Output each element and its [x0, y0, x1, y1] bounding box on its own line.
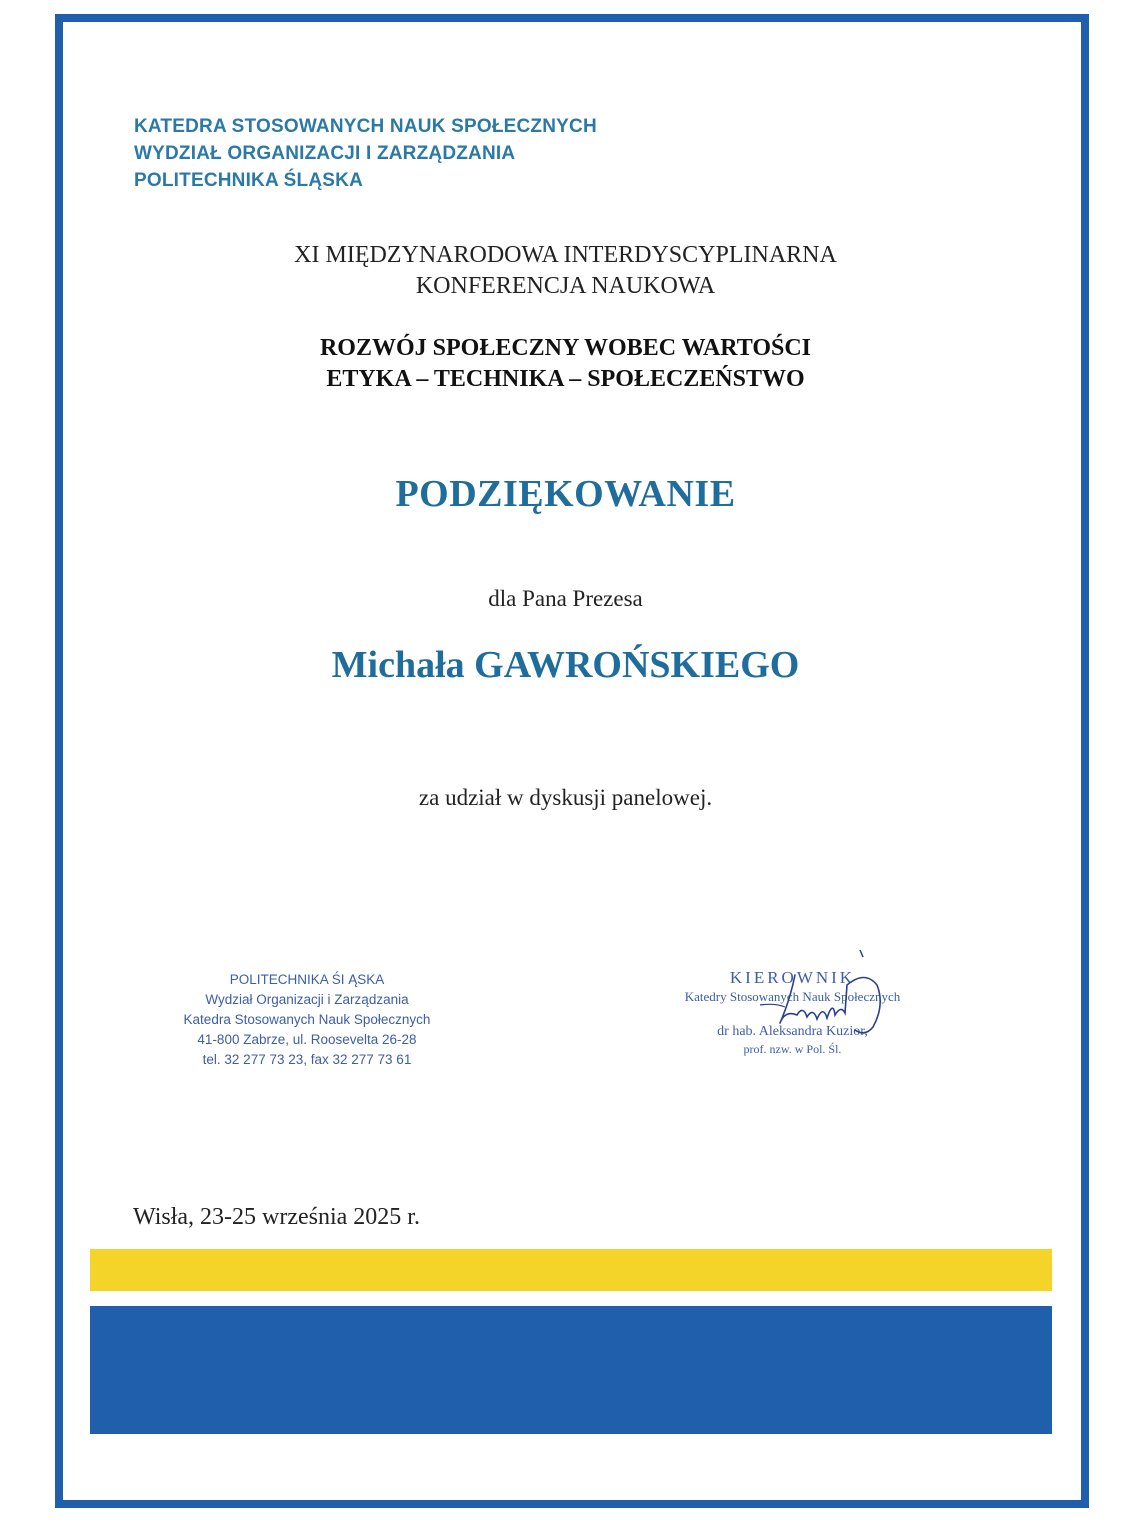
theme-line-2: ETYKA – TECHNIKA – SPOŁECZEŃSTWO	[326, 366, 805, 392]
stamp-line-5: tel. 32 277 73 23, fax 32 277 73 61	[202, 1052, 412, 1067]
stamp-line-3: Katedra Stosowanych Nauk Społecznych	[183, 1012, 431, 1027]
place-and-date: Wisła, 23-25 września 2025 r.	[133, 1204, 420, 1230]
conference-line-2: KONFERENCJA NAUKOWA	[415, 273, 716, 299]
theme-line-1: ROZWÓJ SPOŁECZNY WOBEC WARTOŚCI	[319, 335, 812, 361]
conference-line-1: XI MIĘDZYNARODOWA INTERDYSCYPLINARNA	[294, 242, 837, 268]
acknowledgement-reason: za udział w dyskusji panelowej.	[418, 785, 713, 810]
document-title: PODZIĘKOWANIE	[395, 473, 736, 515]
handwritten-signature	[755, 945, 895, 1040]
header-line-faculty: WYDZIAŁ ORGANIZACJI I ZARZĄDZANIA	[134, 143, 516, 164]
stamp-line-1: POLITECHNIKA ŚI ĄSKA	[229, 972, 385, 987]
decorative-yellow-bar	[90, 1249, 1052, 1291]
stamp-line-4: 41-800 Zabrze, ul. Roosevelta 26-28	[197, 1032, 417, 1047]
header-line-university: POLITECHNIKA ŚLĄSKA	[134, 170, 363, 191]
conference-name	[0, 240, 1131, 302]
header-line-department: KATEDRA STOSOWANYCH NAUK SPOŁECZNYCH	[134, 116, 597, 137]
institution-stamp	[157, 970, 457, 1070]
institution-header	[134, 113, 597, 194]
stamp-signatory-name: dr hab. Aleksandra Kuzior,	[717, 1024, 868, 1039]
stamp-title: KIEROWNIK	[729, 968, 856, 987]
conference-theme	[0, 333, 1131, 395]
stamp-department: Katedry Stosowanych Nauk Społecznych	[684, 989, 901, 1004]
decorative-blue-bar	[90, 1306, 1052, 1434]
stamp-line-2: Wydział Organizacji i Zarządzania	[205, 992, 409, 1007]
stamp-signatory-position: prof. nzw. w Pol. Śl.	[743, 1042, 842, 1056]
recipient-name: Michała GAWROŃSKIEGO	[331, 644, 800, 686]
recipient-intro: dla Pana Prezesa	[488, 586, 643, 611]
